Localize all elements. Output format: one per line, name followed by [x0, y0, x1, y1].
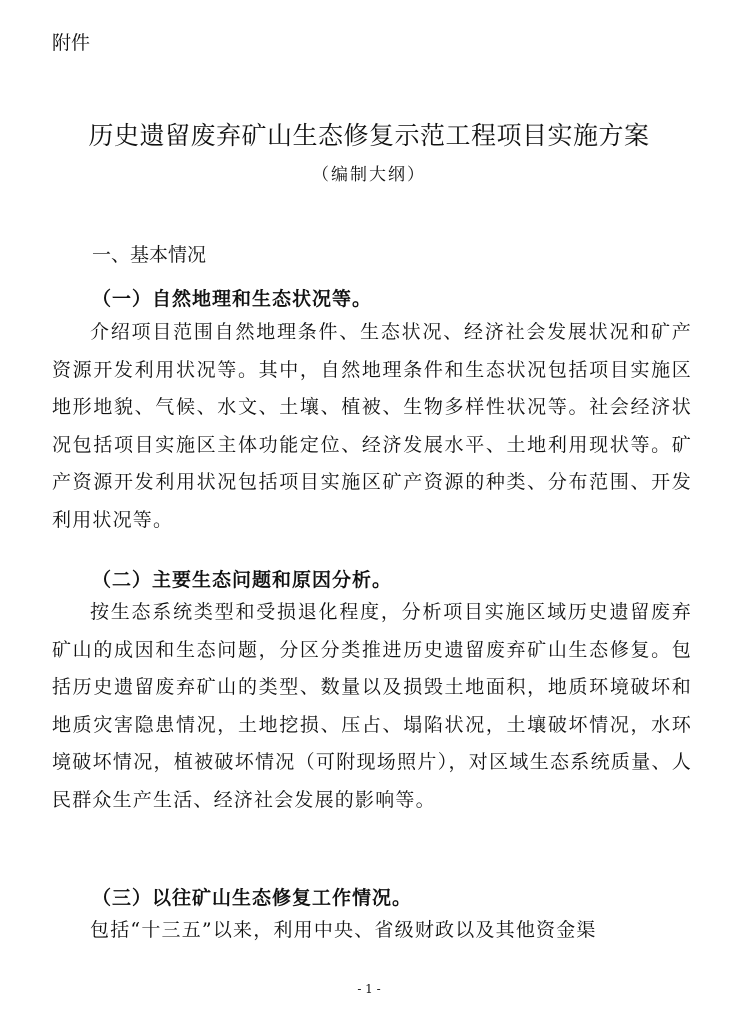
paragraph-natural-geography: 介绍项目范围自然地理条件、生态状况、经济社会发展状况和矿产资源开发利用状况等。其中，自然地理条件和生态状况包括项目实施区地形地貌、气候、水文、土壤、植被、生物多样性状况等。社会经济状况包括项目实施区主体功能定位、经济发展水平、土地利用现状等。矿产资源开发利用状况包括项目实施区矿产资源的种类、分布范围、开发利用状况等。 [52, 321, 692, 531]
paragraph-previous-restoration: 包括“十三五”以来，利用中央、省级财政以及其他资金渠 [90, 919, 597, 941]
subheading-previous-restoration: （三）以往矿山生态修复工作情况。 [92, 887, 413, 909]
paragraph-ecological-problems: 按生态系统类型和受损退化程度，分析项目实施区域历史遗留废弃矿山的成因和生态问题，分区分类推进历史遗留废弃矿山生态修复。包括历史遗留废弃矿山的类型、数量以及损毁土地面积，地质环境破坏和地质灾害隐患情况，土地挖损、压占、塌陷状况，土壤破坏情况，水环境破坏情况，植被破坏情况（可附现场照片），对区域生态系统质量、人民群众生产生活、经济社会发展的影响等。 [52, 601, 692, 811]
document-subtitle: （编制大纲） [312, 165, 426, 185]
subheading-natural-geography: （一）自然地理和生态状况等。 [92, 288, 373, 310]
document-title: 历史遗留废弃矿山生态修复示范工程项目实施方案 [88, 121, 650, 150]
section-heading-basic-info: 一、基本情况 [92, 244, 207, 266]
attachment-label: 附件 [52, 32, 91, 54]
page-number: - 1 - [357, 982, 381, 996]
subheading-ecological-problems: （二）主要生态问题和原因分析。 [92, 569, 393, 591]
